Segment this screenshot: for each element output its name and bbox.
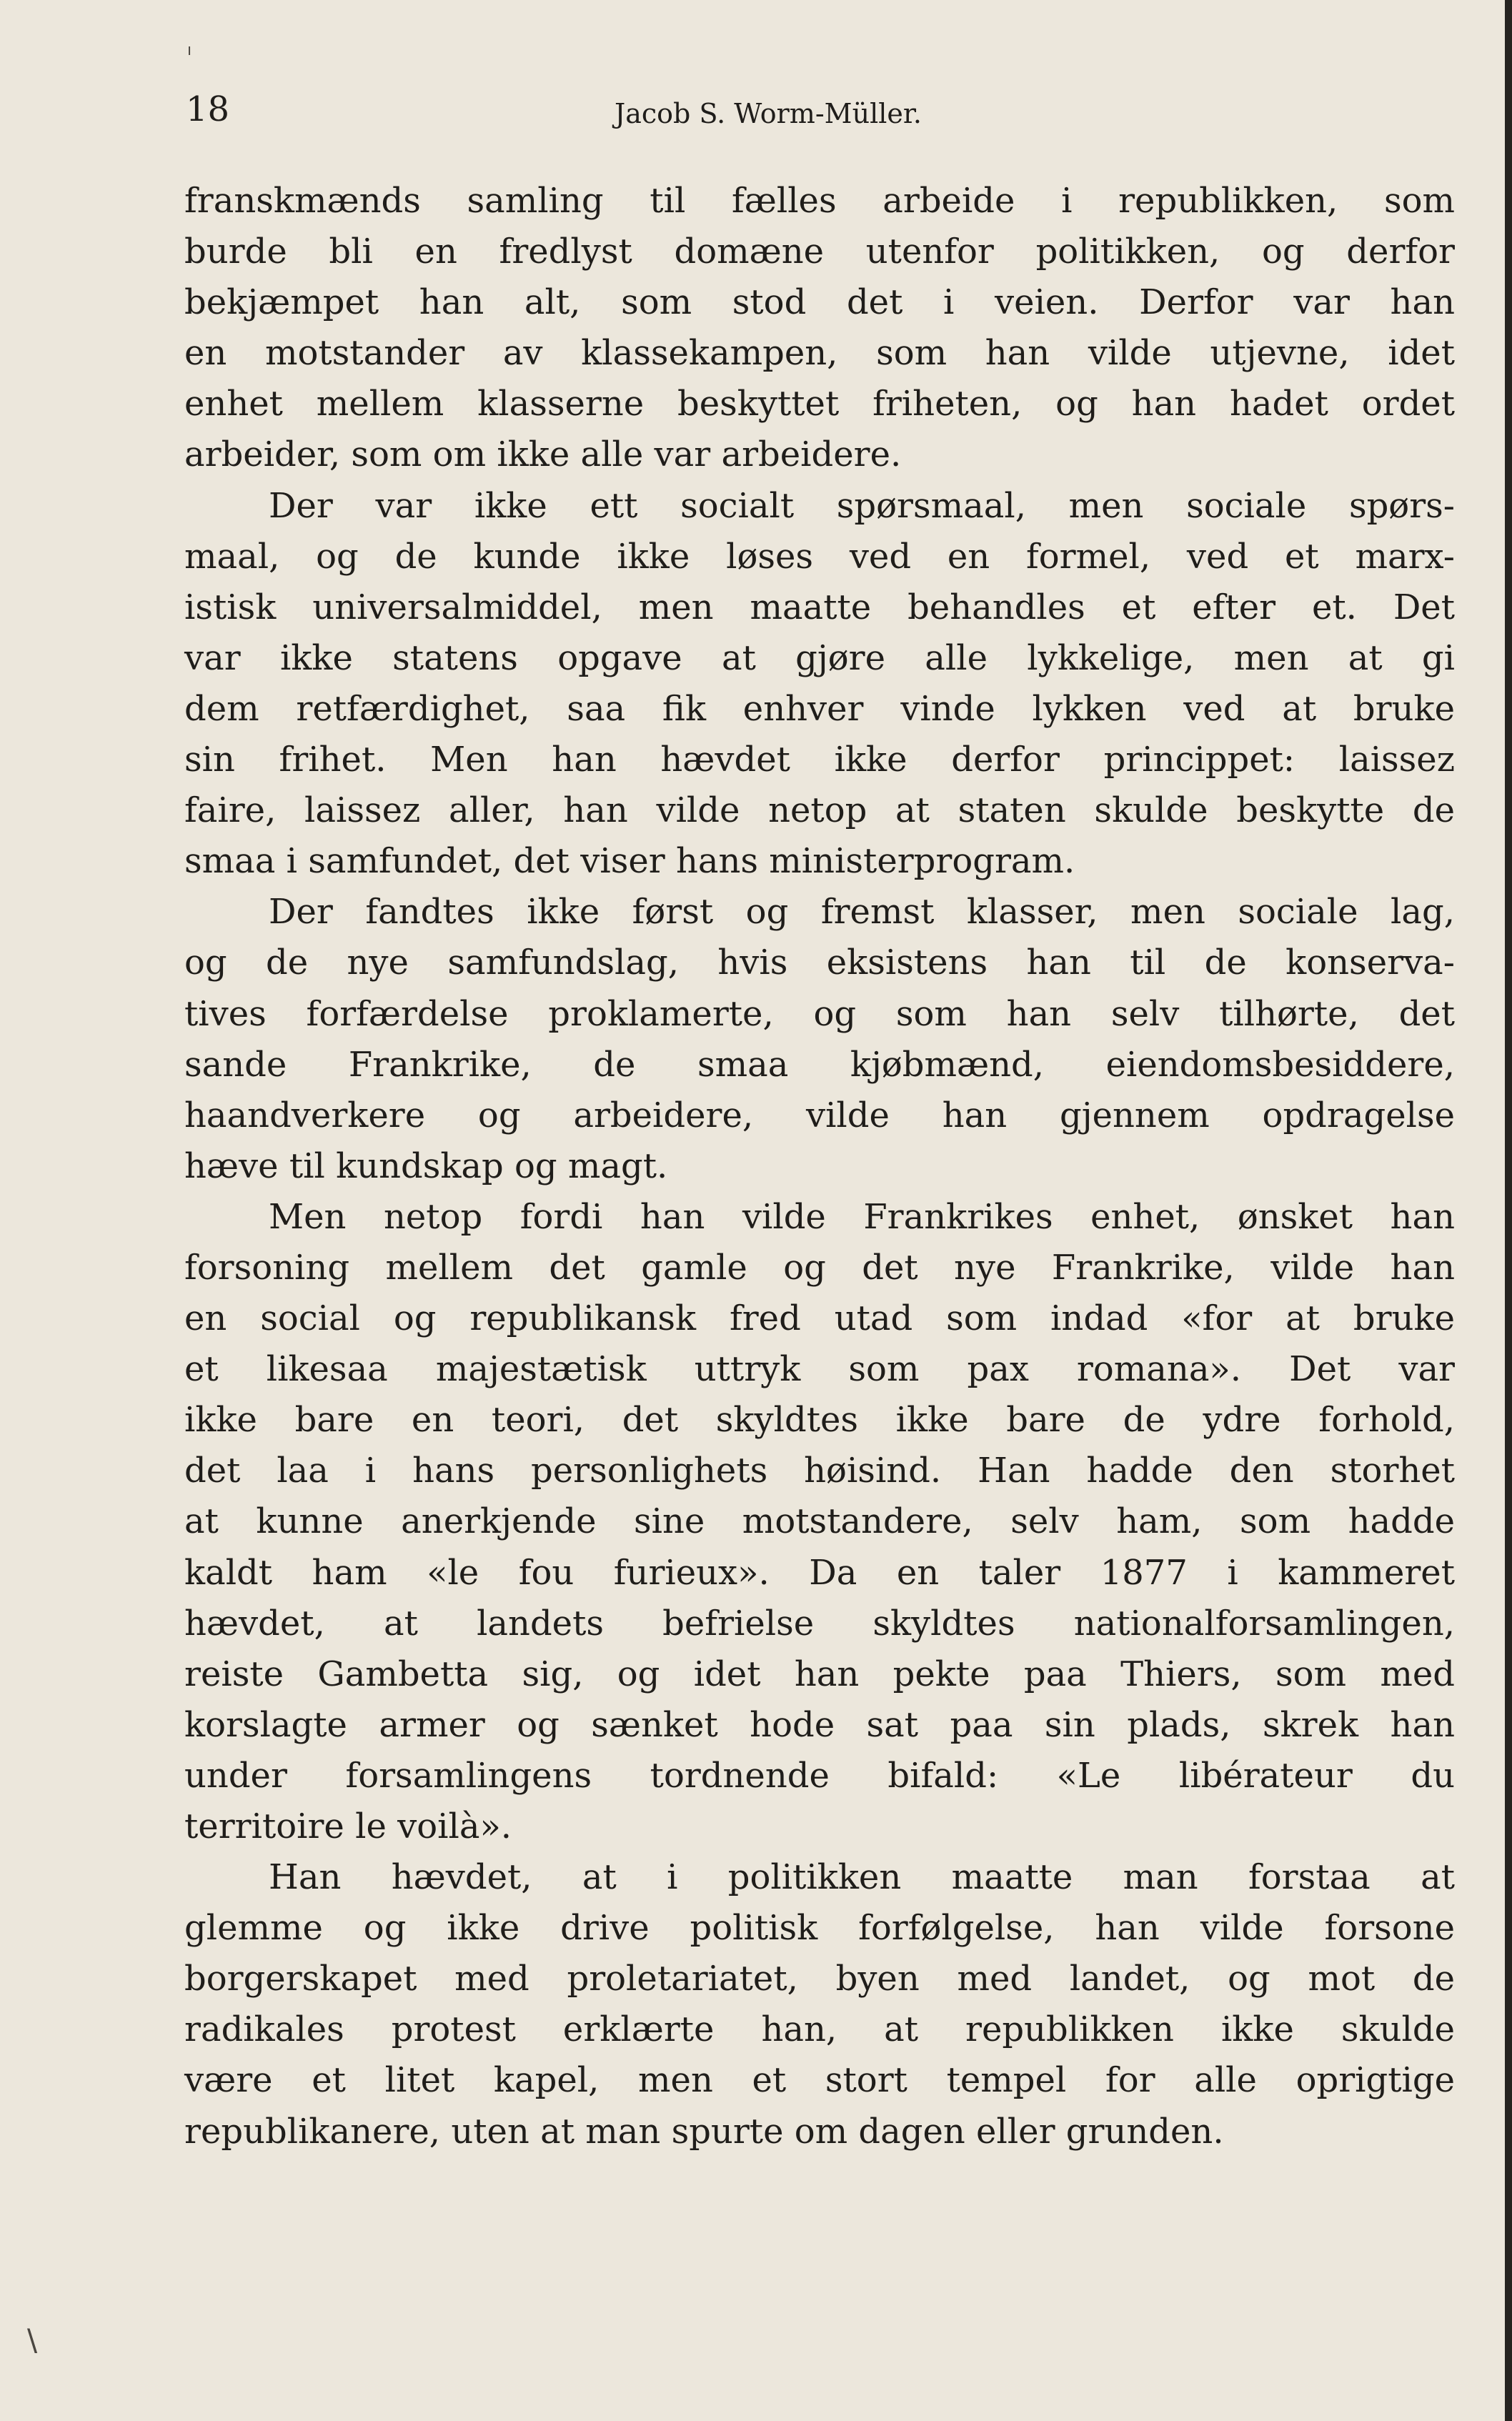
text-line: sande Frankrike, de smaa kjøbmænd, eiendomsbesiddere, <box>184 1044 1455 1085</box>
page-number: 18 <box>186 89 230 129</box>
text-line: enhet mellem klasserne beskyttet friheten, og han hadet ordet <box>184 384 1455 424</box>
text-line: haandverkere og arbeidere, vilde han gjennem opdragelse <box>184 1095 1455 1135</box>
text-line: hæve til kundskap og magt. <box>184 1145 668 1186</box>
text-line: Der var ikke ett socialt spørsmaal, men sociale spørs- <box>269 485 1455 526</box>
text-line: burde bli en fredlyst domæne utenfor politikken, og derfor <box>184 232 1455 272</box>
text-line: republikanere, uten at man spurte om dagen eller grunden. <box>184 2111 1224 2152</box>
ink-speck: ı <box>187 41 192 59</box>
text-line: korslagte armer og sænket hode sat paa sin plads, skrek han <box>184 1704 1455 1745</box>
text-line: en social og republikansk fred utad som indad «for at bruke <box>184 1298 1455 1339</box>
ink-speck: \ <box>27 2322 38 2357</box>
text-line: radikales protest erklærte han, at republikken ikke skulde <box>184 2009 1455 2050</box>
text-line: franskmænds samling til fælles arbeide i republikken, som <box>184 181 1455 221</box>
page-header <box>186 89 1458 146</box>
text-line: istisk universalmiddel, men maatte behandles et efter et. Det <box>184 587 1455 627</box>
text-line: faire, laissez aller, han vilde netop at staten skulde beskytte de <box>184 790 1455 831</box>
text-line: tives forfærdelse proklamerte, og som han selv tilhørte, det <box>184 993 1455 1034</box>
text-line: territoire le voilà». <box>184 1806 512 1846</box>
text-line: arbeider, som om ikke alle var arbeidere. <box>184 434 902 475</box>
text-line: det laa i hans personlighets høisind. Han hadde den storhet <box>184 1451 1455 1491</box>
body-text <box>184 176 1455 2157</box>
paragraph <box>184 1852 1455 2157</box>
text-line: Der fandtes ikke først og fremst klasser, men sociale lag, <box>269 892 1455 933</box>
text-line: borgerskapet med proletariatet, byen med landet, og mot de <box>184 1959 1455 1999</box>
text-line: dem retfærdighet, saa fik enhver vinde lykken ved at bruke <box>184 688 1455 729</box>
text-line: var ikke statens opgave at gjøre alle lykkelige, men at gi <box>184 637 1455 678</box>
text-line: ikke bare en teori, det skyldtes ikke bare de ydre forhold, <box>184 1400 1455 1441</box>
text-line: og de nye samfundslag, hvis eksistens han til de konserva- <box>184 943 1455 983</box>
text-line: Men netop fordi han vilde Frankrikes enhet, ønsket han <box>269 1196 1455 1237</box>
text-line: forsoning mellem det gamle og det nye Frankrike, vilde han <box>184 1247 1455 1288</box>
paragraph <box>184 176 1455 481</box>
paragraph <box>184 1192 1455 1852</box>
text-line: sin frihet. Men han hævdet ikke derfor princippet: laissez <box>184 740 1455 780</box>
text-line: et likesaa majestætisk uttryk som pax romana». Det var <box>184 1349 1455 1390</box>
text-line: hævdet, at landets befrielse skyldtes nationalforsamlingen, <box>184 1603 1455 1644</box>
text-line: kaldt ham «le fou furieux». Da en taler 1877 i kammeret <box>184 1552 1455 1593</box>
text-line: at kunne anerkjende sine motstandere, selv ham, som hadde <box>184 1501 1455 1542</box>
text-line: smaa i samfundet, det viser hans ministerprogram. <box>184 841 1075 882</box>
text-line: Han hævdet, at i politikken maatte man forstaa at <box>269 1857 1455 1898</box>
text-line: reiste Gambetta sig, og idet han pekte paa Thiers, som med <box>184 1654 1455 1694</box>
paragraph <box>184 887 1455 1192</box>
running-head: Jacob S. Worm-Müller. <box>615 98 922 129</box>
text-line: glemme og ikke drive politisk forfølgelse, han vilde forsone <box>184 1908 1455 1949</box>
text-line: maal, og de kunde ikke løses ved en formel, ved et marx- <box>184 536 1455 577</box>
text-line: være et litet kapel, men et stort tempel for alle oprigtige <box>184 2060 1455 2101</box>
text-line: under forsamlingens tordnende bifald: «Le libérateur du <box>184 1755 1455 1796</box>
page-edge-shadow <box>1505 0 1512 2421</box>
text-line: bekjæmpet han alt, som stod det i veien. Derfor var han <box>184 282 1455 323</box>
paragraph <box>184 481 1455 888</box>
text-line: en motstander av klassekampen, som han vilde utjevne, idet <box>184 333 1455 374</box>
